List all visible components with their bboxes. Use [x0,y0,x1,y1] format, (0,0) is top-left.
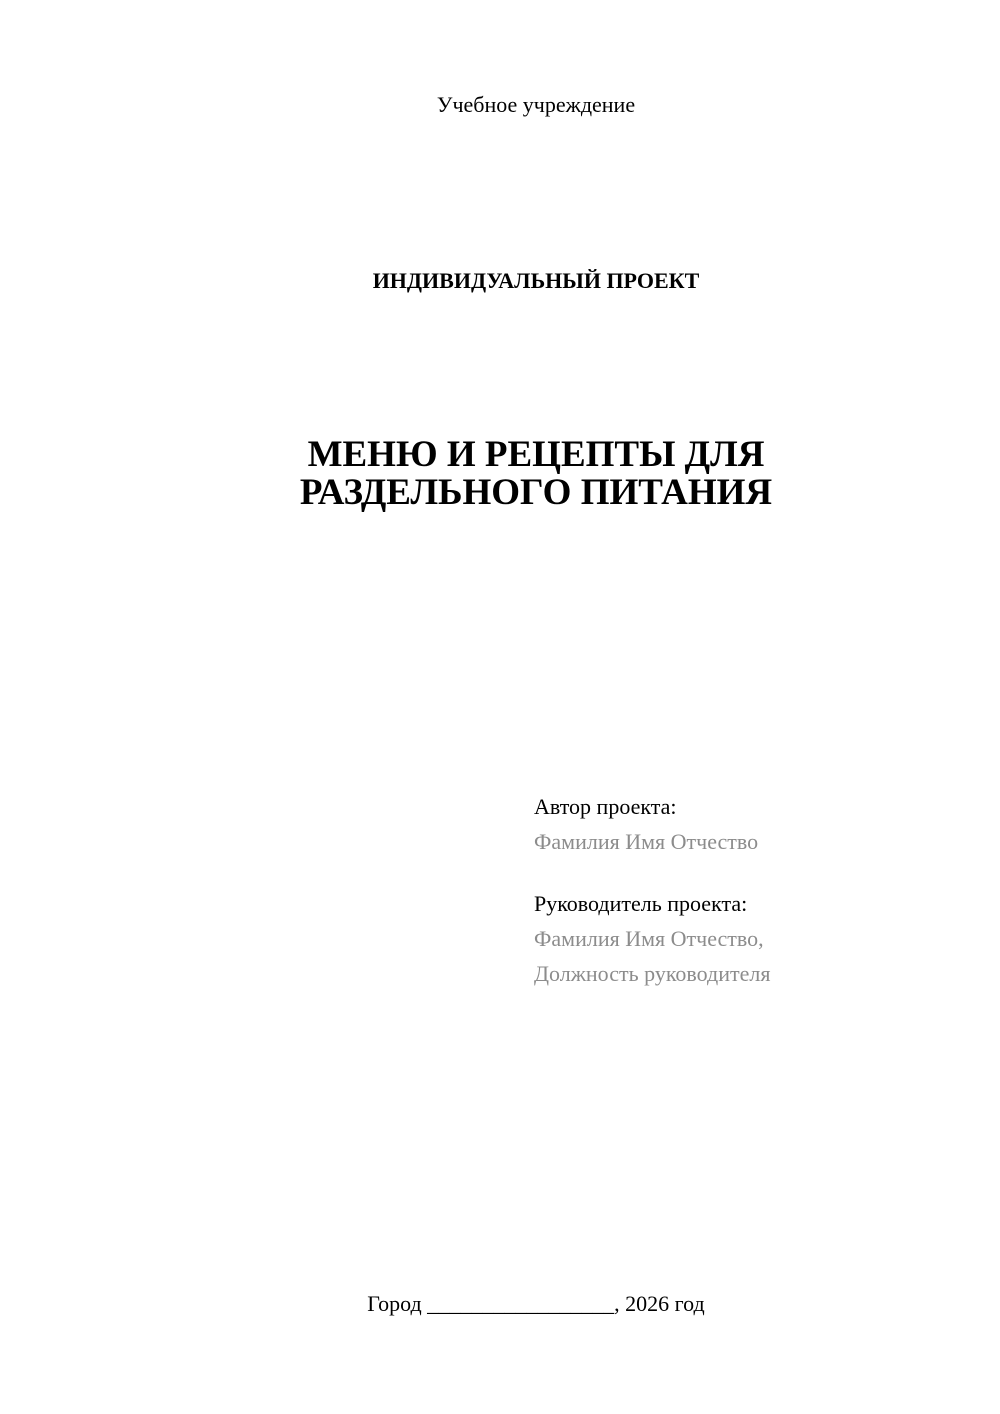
project-info-block [534,789,954,991]
city-year-line: Город _________________, 2026 год [367,1291,705,1316]
project-title-line-2: РАЗДЕЛЬНОГО ПИТАНИЯ [299,472,773,513]
supervisor-label: Руководитель проекта: [534,891,748,916]
info-spacer [534,859,954,886]
document-type: ИНДИВИДУАЛЬНЫЙ ПРОЕКТ [372,268,700,293]
author-label: Автор проекта: [534,794,677,819]
project-title [0,436,1000,512]
author-name: Фамилия Имя Отчество [534,829,759,854]
supervisor-name: Фамилия Имя Отчество, [534,926,764,951]
project-title-line-1: МЕНЮ И РЕЦЕПТЫ ДЛЯ [307,434,765,475]
supervisor-position: Должность руководителя [534,961,771,986]
institution-name: Учебное учреждение [436,92,636,117]
